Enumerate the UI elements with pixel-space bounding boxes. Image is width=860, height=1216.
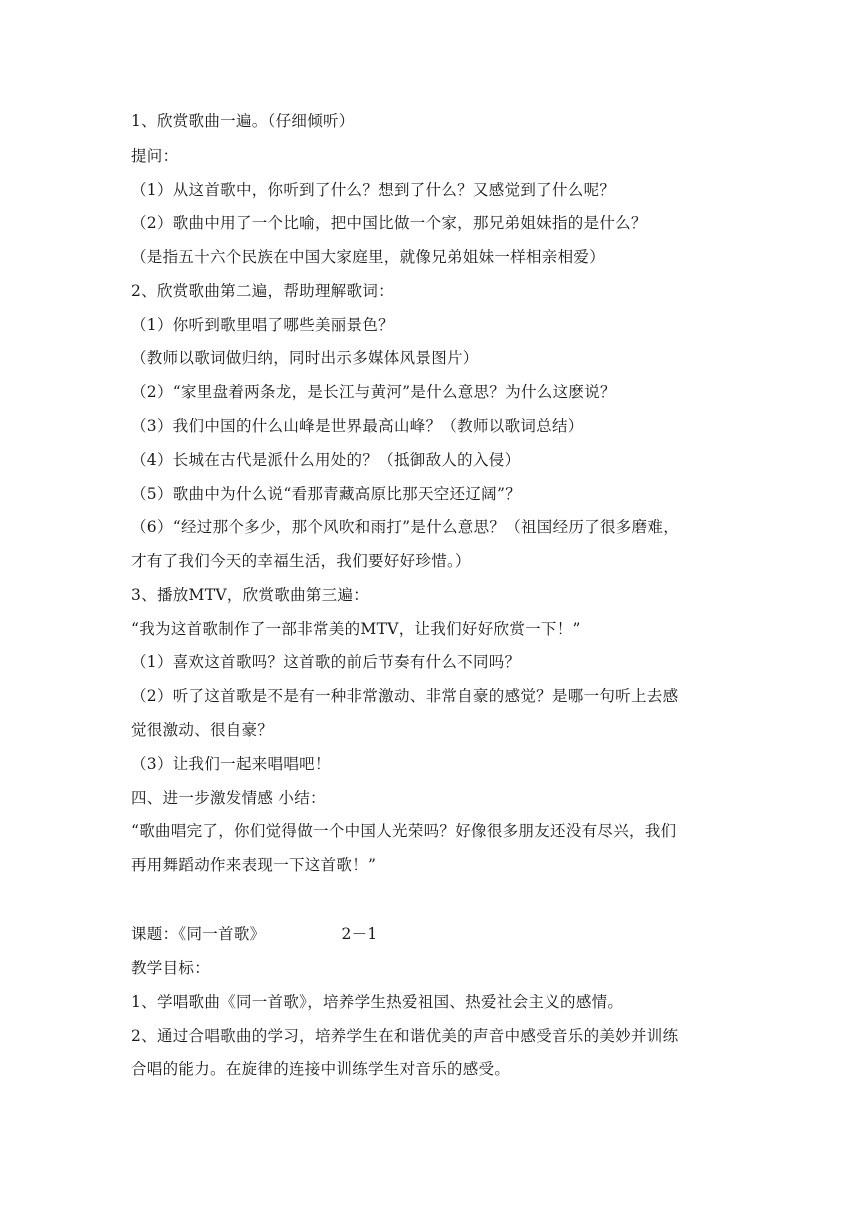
- text-line: （1）喜欢这首歌吗？这首歌的前后节奏有什么不同吗？: [131, 653, 521, 671]
- text-line: （6）“经过那个多少，那个风吹和雨打”是什么意思？（祖国经历了很多磨难，: [131, 518, 680, 536]
- text-line: （2）“家里盘着两条龙，是长江与黄河”是什么意思？为什么这麽说？: [131, 383, 616, 401]
- text-line: （5）歌曲中为什么说“看那青藏高原比那天空还辽阔”？: [131, 485, 522, 503]
- text-line: “歌曲唱完了，你们觉得做一个中国人光荣吗？好像很多朋友还没有尽兴，我们: [131, 822, 677, 840]
- text-line: （教师以歌词做归纳，同时出示多媒体风景图片）: [131, 349, 479, 367]
- text-line: 合唱的能力。在旋律的连接中训练学生对音乐的感受。: [131, 1060, 511, 1078]
- text-line: 2、通过合唱歌曲的学习，培养学生在和谐优美的声音中感受音乐的美妙并训练: [131, 1027, 679, 1045]
- text-line: 才有了我们今天的幸福生活，我们要好好珍惜。）: [131, 552, 471, 570]
- text-line: 觉很激动、很自豪？: [131, 721, 274, 739]
- text-line: （3）我们中国的什么山峰是世界最高山峰？（教师以歌词总结）: [131, 417, 584, 435]
- lesson-title: 课题：《同一首歌》: [131, 925, 266, 943]
- text-line: （4）长城在古代是派什么用处的？（抵御敌人的入侵）: [131, 451, 521, 469]
- text-line: （3）让我们一起来唱唱吧！: [131, 755, 331, 773]
- text-line: （1）从这首歌中，你听到了什么？想到了什么？又感觉到了什么呢？: [131, 181, 616, 199]
- text-line: 提问：: [131, 147, 179, 165]
- text-line: 再用舞蹈动作来表现一下这首歌！”: [131, 856, 377, 874]
- text-line: （2）听了这首歌是不是有一种非常激动、非常自豪的感觉？是哪一句听上去感: [131, 687, 679, 705]
- text-line: 四、进一步激发情感 小结：: [131, 789, 326, 807]
- lesson-code: 2－1: [341, 925, 378, 943]
- text-line: “我为这首歌制作了一部非常美的MTV，让我们好好欣赏一下！”: [131, 620, 581, 638]
- text-line: 3、播放MTV，欣赏歌曲第三遍：: [131, 586, 370, 604]
- text-line: （2）歌曲中用了一个比喻，把中国比做一个家，那兄弟姐妹指的是什么？: [131, 214, 647, 232]
- text-line: （是指五十六个民族在中国大家庭里，就像兄弟姐妹一样相亲相爱）: [131, 248, 606, 266]
- text-line: （1）你听到歌里唱了哪些美丽景色？: [131, 316, 394, 334]
- text-line: 2、欣赏歌曲第二遍，帮助理解歌词：: [131, 282, 394, 300]
- lesson-title-line: [131, 924, 751, 944]
- text-line: 1、欣赏歌曲一遍。（仔细倾听）: [131, 112, 355, 130]
- text-line: 教学目标：: [131, 959, 211, 977]
- text-line: 1、学唱歌曲《同一首歌》，培养学生热爱祖国、热爱社会主义的感情。: [131, 993, 624, 1011]
